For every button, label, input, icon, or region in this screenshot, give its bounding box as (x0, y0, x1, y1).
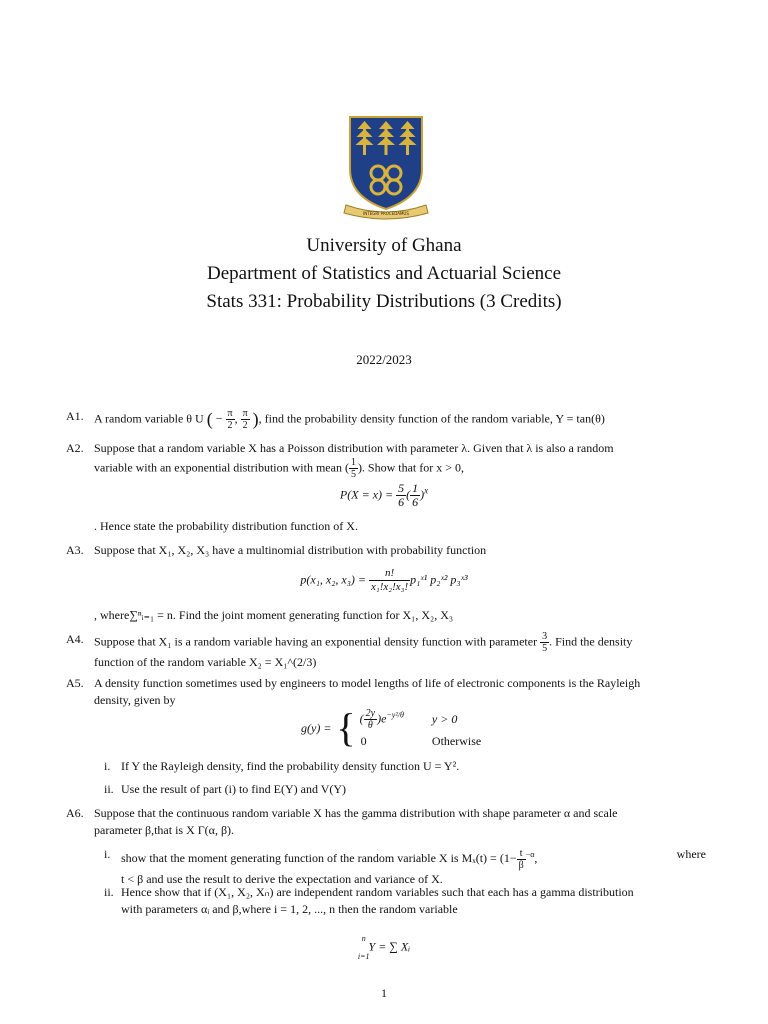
page-number: 1 (381, 986, 387, 1000)
question-a2-after (66, 518, 706, 535)
question-a2: A2. Suppose that a random variable X has a Poisson distribution with parameter λ. Given that λ is also a random variable with an exponential distribution with mean ( $\frac{1}{5}$ ). Show that for x > 0, (66, 440, 706, 480)
sub-number: i. (104, 847, 111, 861)
sub-number: i. (104, 759, 111, 773)
question-text-cont2: function of the random variable X₂ = X₁^(2/3) (94, 655, 317, 669)
question-text-cont: density, given by (94, 693, 176, 707)
question-a6-i: i. show that the moment generating function of the random variable X is Mₓ(t) = (1− $\frac{t}{\beta}$ $^{-\alpha}$, where t < β and use the result to derive the expectation and variance of X. (104, 847, 706, 886)
svg-text:INTEGRI PROCEDAMUS: INTEGRI PROCEDAMUS (363, 211, 409, 216)
equation-a5: g(y) = { ( $\frac{2y}{\theta}$ )$e^{-y^2/\theta}$ y > 0 0 Otherwise (301, 705, 482, 750)
equation-lhs: p(x₁, x₂, x₃) = (300, 572, 366, 587)
university-name: University of Ghana (306, 235, 462, 256)
sub-text-cont: with parameters αᵢ and β,where i = 1, 2, ..., n then the random variable (121, 902, 458, 916)
sub-text: If Y the Rayleigh density, find the probability density function U = Y². (121, 759, 460, 773)
question-number: A4. (66, 632, 84, 646)
question-a5-ii (104, 781, 706, 798)
title-block (0, 232, 768, 316)
equation-denominator: x₁!x₂!x₃! (371, 581, 409, 593)
case2-condition: Otherwise (431, 734, 482, 748)
question-a3 (66, 542, 706, 559)
sub-text: Use the result of part (i) to find E(Y) and V(Y) (121, 782, 347, 796)
question-text-cont: parameter β,that is X Γ(α, β). (94, 823, 235, 837)
equation-rhs: p₁ˣ¹ p₂ˣ² p₃ˣ³ (410, 572, 468, 587)
question-number: A2. (66, 441, 84, 455)
question-text: . Hence state the probability distribution function of X. (94, 519, 358, 533)
question-text: Suppose that the continuous random variable X has the gamma distribution with shape parameter α and scale (94, 806, 618, 820)
equation-numerator: n! (369, 567, 410, 581)
sub-text-cont: t < β and use the result to derive the expectation and variance of X. (121, 871, 443, 886)
course-title: Stats 331: Probability Distributions (3 Credits) (206, 291, 562, 312)
equation-sum: Y = ∑ Xᵢ (368, 939, 411, 954)
case2-value: 0 (360, 734, 367, 748)
question-text-cont2: ). Show that for x > 0, (357, 460, 465, 475)
question-a5-i (104, 758, 706, 775)
department-name: Department of Statistics and Actuarial Science (206, 263, 562, 284)
academic-year: 2022/2023 (356, 352, 412, 367)
question-text: Suppose that X₁, X₂, X₃ have a multinomial distribution with probability function (94, 543, 487, 557)
question-a3-after (66, 607, 706, 624)
question-text: A density function sometimes used by engineers to model lengths of life of electronic components is the Rayleigh (94, 676, 641, 690)
question-text: Suppose that X₁ is a random variable having an exponential density function with parameter (94, 634, 538, 649)
sub-number: ii. (104, 885, 114, 899)
question-number: A1. (66, 409, 84, 423)
equation-a3 (0, 567, 768, 594)
equation-lhs: g(y) = (301, 720, 332, 735)
question-text-cont: . Find the density (549, 634, 633, 649)
sub-text-where: where (676, 847, 706, 861)
question-text-cont: , find the probability density function of the random variable, Y = tan(θ) (258, 411, 605, 426)
question-a6 (66, 805, 706, 839)
question-number: A3. (66, 543, 84, 557)
question-a6-ii (104, 884, 706, 918)
question-number: A6. (66, 806, 84, 820)
equation-a6: n i=1 Y = ∑ Xᵢ (357, 934, 411, 961)
question-a4: A4. Suppose that X₁ is a random variable having an exponential density function with parameter $\frac{3}{5}$ . Find the density function of the random variable X₂ = X₁^(2/3) (66, 631, 706, 671)
question-number: A5. (66, 676, 84, 690)
question-a1: A1. A random variable θ U ( − $\frac{\pi}{2}$ , $\frac{\pi}{2}$ ), find the probability density function of the random variable, Y = tan(θ) (66, 408, 605, 431)
question-a5 (66, 675, 706, 709)
question-text: A random variable θ U (94, 411, 204, 426)
case1-condition: y > 0 (431, 712, 458, 726)
equation-a2: P(X = x) = $\frac{5}{6}$ ( $\frac{1}{6}$ )$^x$ (339, 481, 429, 509)
university-crest-logo (342, 113, 430, 221)
question-text: Suppose that a random variable X has a Poisson distribution with parameter λ. Given that λ is also a random (94, 441, 614, 455)
question-text: , where∑ⁿᵢ₌₁ = n. Find the joint moment generating function for X₁, X₂, X₃ (94, 608, 454, 622)
equation-lhs: P(X = x) = (339, 487, 394, 502)
sub-text: show that the moment generating function of the random variable X is Mₓ(t) = (1− (121, 851, 517, 865)
question-text-cont: variable with an exponential distribution with mean ( (94, 460, 349, 475)
sub-number: ii. (104, 782, 114, 796)
sub-text: Hence show that if (X₁, X₂, Xₙ) are independent random variables such that each has a gamma distribution (121, 885, 634, 899)
